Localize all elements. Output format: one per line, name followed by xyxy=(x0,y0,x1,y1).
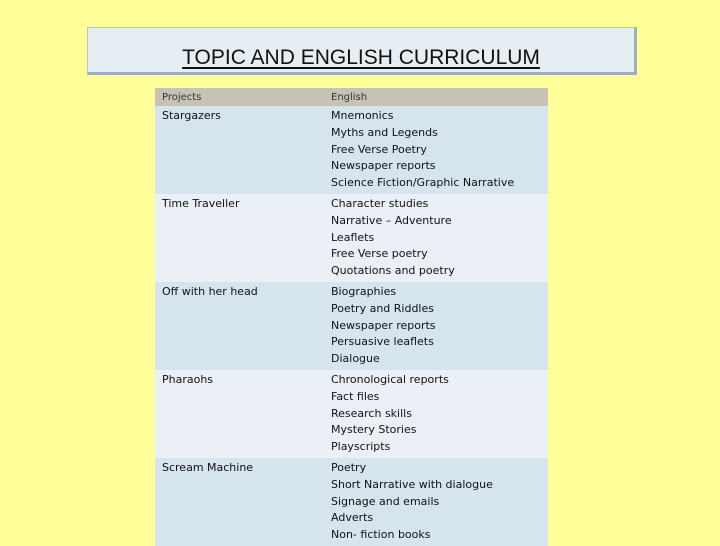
english-item: Character studies xyxy=(331,196,429,210)
english-item: Biographies xyxy=(331,284,397,298)
english-item: Science Fiction/Graphic Narrative xyxy=(331,176,515,190)
project-cell: Time Traveller xyxy=(155,194,324,282)
page-title: TOPIC AND ENGLISH CURRICULUM xyxy=(182,46,540,69)
english-item: Dialogue xyxy=(331,352,380,366)
english-item: Playscripts xyxy=(331,440,391,454)
english-cell xyxy=(324,458,548,546)
english-item: Narrative – Adventure xyxy=(331,213,452,227)
english-item: Non- fiction books xyxy=(331,528,431,542)
title-box xyxy=(87,27,637,75)
english-item: Myths and Legends xyxy=(331,125,438,139)
english-item: Newspaper reports xyxy=(331,159,436,173)
english-item: Quotations and poetry xyxy=(331,264,455,278)
english-cell xyxy=(324,282,548,370)
table-row xyxy=(155,370,548,458)
english-item: Persuasive leaflets xyxy=(331,335,434,349)
table-row xyxy=(155,194,548,282)
table-row xyxy=(155,106,548,194)
table-row xyxy=(155,458,548,546)
header-english: English xyxy=(324,88,548,106)
english-item: Signage and emails xyxy=(331,494,440,508)
english-item: Mnemonics xyxy=(331,109,394,122)
english-item: Fact files xyxy=(331,389,380,403)
english-item: Free Verse Poetry xyxy=(331,142,427,156)
english-item: Chronological reports xyxy=(331,372,449,386)
english-item: Poetry xyxy=(331,460,367,474)
project-cell: Scream Machine xyxy=(155,458,324,546)
english-item: Poetry and Riddles xyxy=(331,301,434,315)
english-item: Research skills xyxy=(331,406,412,420)
project-cell: Pharaohs xyxy=(155,370,324,458)
english-cell xyxy=(324,370,548,458)
english-item: Free Verse poetry xyxy=(331,247,428,261)
table-row xyxy=(155,282,548,370)
english-item: Leaflets xyxy=(331,230,375,244)
curriculum-table xyxy=(155,88,548,546)
english-item: Adverts xyxy=(331,511,374,525)
header-projects: Projects xyxy=(155,88,324,106)
english-cell xyxy=(324,106,548,194)
english-cell xyxy=(324,194,548,282)
table-header-row xyxy=(155,88,548,106)
project-cell: Stargazers xyxy=(155,106,324,194)
english-item: Short Narrative with dialogue xyxy=(331,477,493,491)
english-item: Mystery Stories xyxy=(331,423,417,437)
english-item: Newspaper reports xyxy=(331,318,436,332)
project-cell: Off with her head xyxy=(155,282,324,370)
